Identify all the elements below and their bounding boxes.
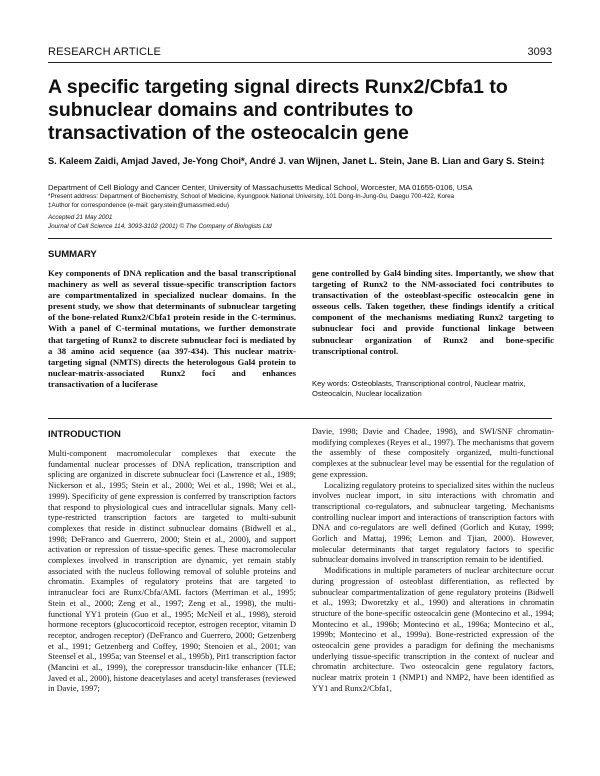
- running-header: [48, 46, 552, 60]
- article-title: A specific targeting signal directs Runx2/Cbfa1 to subnuclear domains and contributes to transactivation of the osteocalcin gene: [48, 76, 508, 144]
- summary-top-rule: [48, 238, 552, 239]
- affiliation-main: Department of Cell Biology and Cancer Center, University of Massachusetts Medical School, Worcester, MA 01655-0106, USA: [48, 183, 473, 192]
- introduction-right-column: [312, 427, 554, 695]
- intro-paragraph: Localizing regulatory proteins to specialized sites within the nucleus involves nuclear import, in situ interactions with chromatin and transcriptional co-regulators, and subnuclear targeting. Mechanisms controlling nuclear import and interactions of transcription factors with DNA and co-regulators are well defined (Gorlich and Kutay, 1999; Gorlich and Mattaj, 1996; Lemon and Tjian, 2000). However, molecular determinants that target regulatory factors to specific subnuclear domains involved in transcription remain to be identified.: [312, 480, 554, 565]
- journal-citation: Journal of Cell Science 114, 3093-3102 (2001) © The Company of Biologists Ltd: [48, 222, 272, 230]
- correspondence: ‡Author for correspondence (e-mail: gary.stein@umassmed.edu): [48, 201, 229, 209]
- section-label: RESEARCH ARTICLE: [48, 46, 162, 58]
- summary-heading: SUMMARY: [48, 249, 97, 260]
- abstract-left-column: Key components of DNA replication and the basal transcriptional machinery as well as several tissue-specific transcription factors are compartmentalized in specialized nuclear domains. In the present study, we show that determinants of subnuclear targeting of the bone-related Runx2/Cbfa1 protein reside in the C-terminus. With a panel of C-terminal mutations, we further demonstrate that targeting of Runx2 to discrete subnuclear foci is mediated by a 38 amino acid sequence (aa 397-434). This nuclear matrix-targeting signal (NMTS) directs the heterologous Gal4 protein to nuclear-matrix-associated Runx2 foci and enhances transactivation of a luciferase: [48, 268, 296, 389]
- affiliations: [48, 183, 558, 210]
- introduction-heading: INTRODUCTION: [48, 429, 121, 440]
- summary-bottom-rule: [48, 418, 552, 419]
- page-number: 3093: [527, 46, 552, 58]
- publication-info: [48, 214, 558, 231]
- present-address: *Present address: Department of Biochemistry, School of Medicine, Kyungpook National University, 101 Dong-In-Jung-Gu, Daegu 700-422, Korea: [48, 193, 455, 200]
- keywords: Key words: Osteoblasts, Transcriptional control, Nuclear matrix, Osteocalcin, Nuclear localization: [312, 379, 526, 398]
- introduction-left-column: Multi-component macromolecular complexes that execute the fundamental nuclear processes of DNA replication, transcription and splicing are organized in discrete subnuclear foci (Lawrence et al., 1989; Nickerson et al., 1995; Stein et al., 2000; Wei et al., 1998; Wei et al., 1999). Specificity of gene expression is conferred by transcription factors that respond to physiological cues and intracellular signals. Many cell-type-restricted transcription factors are targeted to multi-subunit complexes that reside in distinct subnuclear domains (Bidwell et al., 1998; DeFranco and Guerrero, 2000; Stein et al., 2000), and support activation or repression of tissue-specific genes. These macromolecular complexes involved in transcription are dynamic, yet remain stably associated with the nucleus following removal of soluble proteins and chromatin. Examples of regulatory proteins that are targeted to intranuclear foci are Runx/Cbfa/AML factors (Merriman et al., 1995; Stein et al., 2000; Zeng et al., 1997; Zeng et al., 1998), the multi-functional YY1 protein (Guo et al., 1995; McNeil et al., 1998), steroid hormone receptors (glucocorticoid receptor, estrogen receptor, vitamin D receptor, androgen receptor) (DeFranco and Guerrero, 2000; Getzenberg et al., 1991; Getzenberg and Coffey, 1990; Stenoien et al., 2001; van Steensel et al., 1995a; van Steensel et al., 1995b), Pit1 transcription factor (Mancini et al., 1999), the corepressor transducin-like enhancer (TLE; Javed et al., 2000), histone deacetylases and acetyl transferases (reviewed in Davie, 1997;: [48, 449, 296, 694]
- intro-paragraph: Davie, 1998; Davie and Chadee, 1998), and SWI/SNF chromatin-modifying complexes (Reyes et al., 1997). The mechanisms that govern the assembly of these compositely organized, multi-functional complexes at the subnuclear level may be essential for the regulation of gene expression.: [312, 427, 554, 479]
- header-rule: [48, 62, 552, 63]
- intro-paragraph: Modifications in multiple parameters of nuclear architecture occur during progression of osteoblast differentiation, as reflected by subnuclear compartmentalization of gene regulatory proteins (Bidwell et al., 1993; Dworetzky et al., 1990) and alterations in chromatin structure of the bone-specific osteocalcin gene (Montecino et al., 1994; Montecino et al., 1996b; Montecino et al., 1996a; Montecino et al., 1999b; Montecino et al., 1999a). Bone-restricted expression of the osteocalcin gene provides a paradigm for defining the mechanisms underlying tissue-specific transcription in the context of nuclear and chromatin architecture. Two osteocalcin gene regulatory factors, nuclear matrix protein 1 (NMP1) and NMP2, have been identified as YY1 and Runx2/Cbfa1,: [312, 566, 554, 693]
- author-list: S. Kaleem Zaidi, Amjad Javed, Je-Yong Choi*, André J. van Wijnen, Janet L. Stein, Jane B. Lian and Gary S. Stein‡: [48, 156, 545, 166]
- abstract-right-column: gene controlled by Gal4 binding sites. Importantly, we show that targeting of Runx2 to the NM-associated foci contributes to transactivation of the osteoblast-specific osteocalcin gene in osseous cells. Taken together, these findings identify a critical component of the mechanisms mediating Runx2 targeting to subnuclear foci and provide functional linkage between subnuclear organization of Runx2 and bone-specific transcriptional control.: [312, 268, 554, 356]
- accepted-date: Accepted 21 May 2001: [48, 214, 113, 221]
